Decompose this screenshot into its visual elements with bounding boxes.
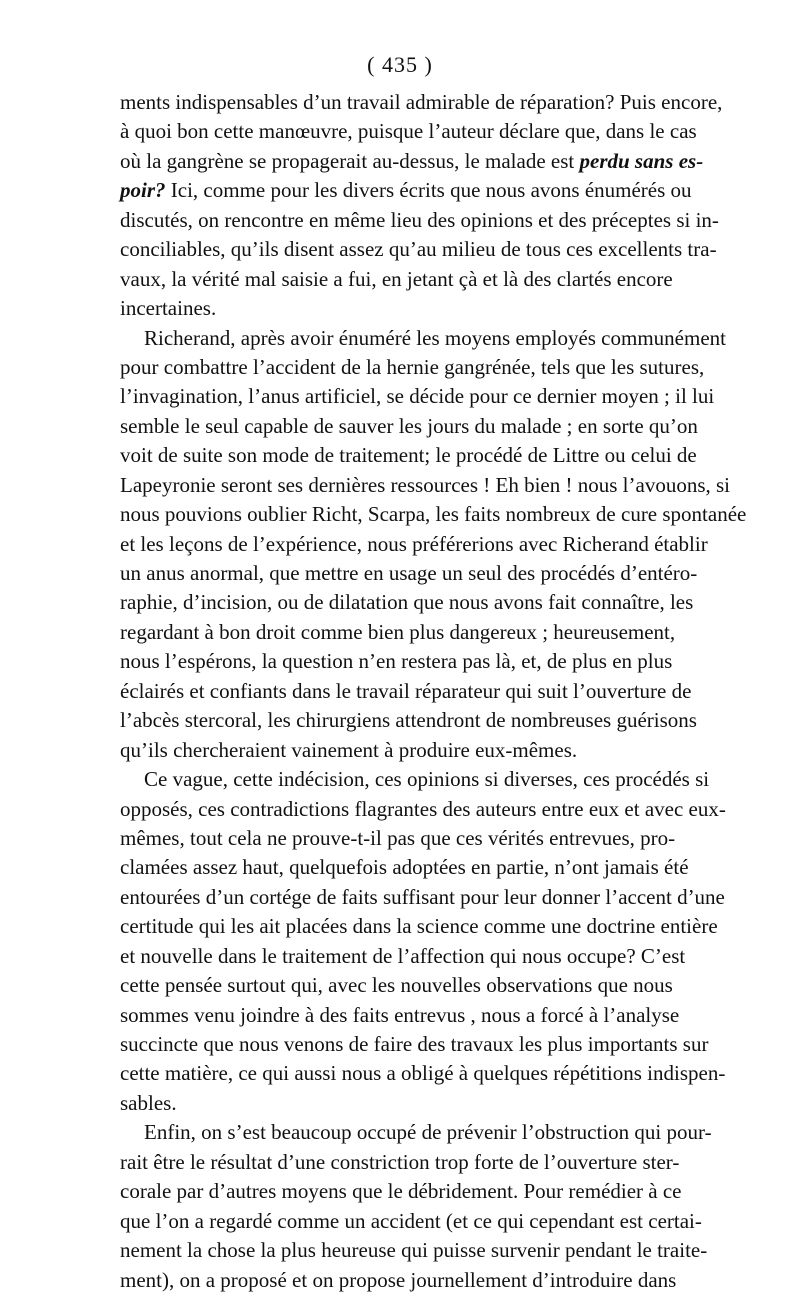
text-line bbox=[120, 765, 710, 794]
text-line-content: à quoi bon cette manœuvre, puisque l’auteur déclare que, dans le cas bbox=[120, 119, 697, 144]
text-line-content: conciliables, qu’ils disent assez qu’au milieu de tous ces excellents tra- bbox=[120, 237, 717, 262]
text-line-content: et nouvelle dans le traitement de l’affection qui nous occupe? C’est bbox=[120, 943, 686, 968]
text-line bbox=[120, 795, 726, 824]
text-line-content: Richerand, après avoir énuméré les moyens employés communément bbox=[144, 325, 726, 350]
text-line bbox=[120, 530, 708, 559]
text-line bbox=[120, 971, 672, 1000]
text-line-content: certitude qui les ait placées dans la science comme une doctrine entière bbox=[120, 914, 718, 939]
text-line-content: incertaines. bbox=[120, 296, 217, 321]
text-line-content: où la gangrène se propagerait au-dessus, le malade est bbox=[120, 148, 580, 173]
text-line bbox=[120, 500, 747, 529]
text-line bbox=[120, 1059, 726, 1088]
text-line bbox=[120, 1236, 708, 1265]
text-line-content: semble le seul capable de sauver les jours du malade ; en sorte qu’on bbox=[120, 413, 698, 438]
text-line-content: un anus anormal, que mettre en usage un seul des procédés d’entéro- bbox=[120, 561, 698, 585]
text-line bbox=[120, 441, 697, 470]
text-line bbox=[120, 706, 697, 735]
text-line-content: ment), on a proposé et on propose journellement d’introduire dans bbox=[120, 1267, 677, 1292]
text-line-content: voit de suite son mode de traitement; le procédé de Littre ou celui de bbox=[120, 443, 697, 468]
text-line-content: sommes venu joindre à des faits entrevus , nous a forcé à l’analyse bbox=[120, 1002, 680, 1027]
text-line-content: éclairés et confiants dans le travail réparateur qui suit l’ouverture de bbox=[120, 678, 692, 703]
text-line-content: nement la chose la plus heureuse qui puisse survenir pendant le traite- bbox=[120, 1238, 708, 1263]
text-line-content: mêmes, tout cela ne prouve-t-il pas que ces vérités entrevues, pro- bbox=[120, 825, 676, 850]
text-line-content: Enfin, on s’est beaucoup occupé de prévenir l’obstruction qui pour- bbox=[144, 1120, 712, 1145]
text-line bbox=[120, 912, 718, 941]
text-line bbox=[120, 147, 704, 176]
emphasized-text: poir? bbox=[120, 178, 166, 203]
text-line bbox=[120, 117, 697, 146]
text-line bbox=[120, 1177, 682, 1206]
text-line bbox=[120, 1089, 672, 1118]
page-number: ( 435 ) bbox=[367, 52, 433, 77]
text-line-content: ments indispensables d’un travail admirable de réparation? Puis encore, bbox=[120, 90, 723, 114]
text-line-content: nous pouvions oublier Richt, Scarpa, les faits nombreux de cure spontanée bbox=[120, 502, 747, 527]
text-line-content: clamées assez haut, quelquefois adoptées en partie, n’ont jamais été bbox=[120, 855, 689, 880]
text-line bbox=[120, 588, 694, 617]
text-line bbox=[120, 1148, 680, 1177]
body-text bbox=[120, 88, 747, 1295]
text-line bbox=[120, 736, 672, 765]
text-line bbox=[120, 206, 719, 235]
text-line bbox=[120, 853, 689, 882]
text-line bbox=[120, 294, 672, 323]
text-line-continuation: Ici, comme pour les divers écrits que nous avons énumérés ou bbox=[165, 178, 692, 203]
text-line-content: l’invagination, l’anus artificiel, se décide pour ce dernier moyen ; il lui bbox=[120, 384, 715, 409]
text-line bbox=[120, 382, 715, 411]
text-line bbox=[120, 1030, 709, 1059]
text-line bbox=[120, 412, 698, 441]
text-line-content: et les leçons de l’expérience, nous préférerions avec Richerand établir bbox=[120, 531, 708, 556]
text-line bbox=[120, 1266, 677, 1295]
text-line-content: Ce vague, cette indécision, ces opinions si diverses, ces procédés si bbox=[144, 767, 710, 792]
text-line-content: corale par d’autres moyens que le débridement. Pour remédier à ce bbox=[120, 1179, 682, 1204]
text-line bbox=[120, 942, 686, 971]
text-line bbox=[120, 1001, 680, 1030]
text-line bbox=[120, 618, 676, 647]
text-line-content: discutés, on rencontre en même lieu des opinions et des préceptes si in- bbox=[120, 207, 719, 232]
emphasized-text: perdu sans es- bbox=[579, 148, 704, 173]
text-line-content: sables. bbox=[120, 1090, 177, 1115]
text-line bbox=[120, 265, 672, 294]
text-line-content: raphie, d’incision, ou de dilatation que nous avons fait connaître, les bbox=[120, 590, 694, 615]
text-line-content: qu’ils chercheraient vainement à produire eux-mêmes. bbox=[120, 737, 578, 762]
text-line bbox=[120, 176, 692, 205]
text-line-content: nous l’espérons, la question n’en restera pas là, et, de plus en plus bbox=[120, 649, 673, 674]
text-line bbox=[120, 647, 672, 676]
text-line-content: rait être le résultat d’une constriction trop forte de l’ouverture ster- bbox=[120, 1149, 680, 1174]
text-line-content: cette matière, ce qui aussi nous a obligé à quelques répétitions indispen- bbox=[120, 1061, 726, 1086]
text-line bbox=[120, 824, 676, 853]
text-line bbox=[120, 1118, 712, 1147]
text-line bbox=[120, 235, 717, 264]
text-line-content: succincte que nous venons de faire des travaux les plus importants sur bbox=[120, 1032, 709, 1056]
text-line-content: Lapeyronie seront ses dernières ressources ! Eh bien ! nous l’avouons, si bbox=[120, 472, 730, 497]
text-line bbox=[120, 1207, 702, 1236]
text-line-content: vaux, la vérité mal saisie a fui, en jetant çà et là des clartés encore bbox=[120, 266, 673, 291]
text-line-content: regardant à bon droit comme bien plus dangereux ; heureusement, bbox=[120, 619, 676, 644]
text-line bbox=[120, 353, 705, 382]
text-line bbox=[120, 559, 698, 588]
text-line bbox=[120, 471, 730, 500]
text-line-content: que l’on a regardé comme un accident (et ce qui cependant est certai- bbox=[120, 1208, 702, 1233]
text-line bbox=[120, 883, 725, 912]
text-line-content: l’abcès stercoral, les chirurgiens attendront de nombreuses guérisons bbox=[120, 708, 697, 733]
text-line-content: cette pensée surtout qui, avec les nouvelles observations que nous bbox=[120, 973, 673, 998]
text-line-content: entourées d’un cortége de faits suffisant pour leur donner l’accent d’une bbox=[120, 884, 725, 909]
text-line bbox=[120, 88, 723, 117]
text-line-content: pour combattre l’accident de la hernie gangrénée, tels que les sutures, bbox=[120, 354, 705, 379]
text-line bbox=[120, 677, 692, 706]
text-line bbox=[120, 324, 726, 353]
text-line-content: opposés, ces contradictions flagrantes des auteurs entre eux et avec eux- bbox=[120, 796, 726, 821]
